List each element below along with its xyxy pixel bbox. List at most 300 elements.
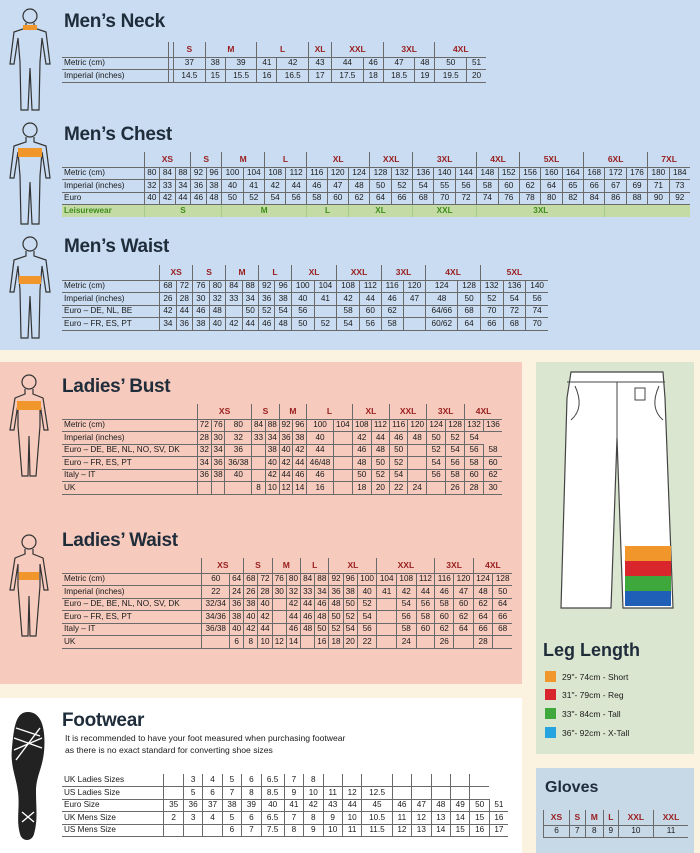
leg-short: 29"- 74cm - Short [545, 671, 628, 682]
table-row [62, 586, 512, 599]
table-cell: 60 [327, 192, 348, 205]
table-cell: 176 [626, 167, 647, 180]
table-cell: 4 [203, 812, 222, 825]
table-cell: 7.5 [261, 824, 284, 837]
glove-value: 6 [544, 825, 570, 838]
table-cell: 19 [415, 70, 435, 83]
size-header-blank [62, 265, 160, 280]
table-cell: 43 [323, 799, 342, 812]
table-row [62, 469, 502, 482]
glove-size: M [585, 810, 603, 825]
table-cell: 96 [275, 280, 291, 293]
table-cell [377, 611, 397, 624]
table-cell: 148 [477, 167, 498, 180]
glove-size: XXL [654, 810, 688, 825]
row-label: Euro – DE, BE, NL, NO, SV, DK [62, 444, 197, 457]
table-cell: 42 [226, 318, 242, 331]
table-cell: 46 [193, 305, 209, 318]
table-cell: 74 [477, 192, 498, 205]
table-cell: 52 [314, 318, 337, 331]
table-cell: 100 [357, 573, 377, 586]
leisurewear-size: M [222, 205, 307, 218]
table-cell: 56 [427, 469, 446, 482]
table-cell: 128 [493, 573, 512, 586]
row-label: UK Mens Size [62, 812, 164, 825]
size-header-3xl: 3XL [427, 404, 465, 419]
table-cell: 46 [286, 623, 300, 636]
table-cell: 68 [493, 623, 512, 636]
table-cell: 108 [396, 573, 416, 586]
table-cell: 6.5 [261, 812, 284, 825]
table-cell: 50 [370, 180, 391, 193]
table-cell: 58 [396, 623, 416, 636]
table-cell: 64/66 [426, 305, 458, 318]
table-cell: 80 [225, 419, 252, 432]
table-cell: 50 [352, 469, 371, 482]
table-cell: 38 [343, 586, 357, 599]
table-cell: 44 [416, 586, 435, 599]
table-cell: 12 [412, 812, 431, 825]
table-cell: 52 [446, 432, 465, 445]
table-cell: 11 [392, 812, 411, 825]
leisurewear-size: L [306, 205, 348, 218]
table-cell: 136 [503, 280, 526, 293]
table-cell: 62 [435, 623, 454, 636]
table-cell [272, 598, 286, 611]
table-cell: 136 [484, 419, 502, 432]
table-cell: 48 [329, 598, 343, 611]
table-row [62, 774, 508, 787]
table-cell: 8 [244, 636, 258, 649]
glove-size: XS [544, 810, 570, 825]
table-cell: 38 [265, 444, 279, 457]
table-cell: 62 [473, 598, 493, 611]
row-label: Imperial (inches) [62, 293, 160, 306]
table-cell: 6 [222, 824, 241, 837]
glove-value-row [544, 825, 689, 838]
row-label: US Mens Size [62, 824, 164, 837]
table-cell: 14 [431, 824, 450, 837]
table-cell: 69 [626, 180, 647, 193]
size-header-xxl: XXL [370, 152, 413, 167]
table-cell: 24 [396, 636, 416, 649]
table-cell: 132 [465, 419, 484, 432]
table-cell: 48 [275, 318, 291, 331]
row-label: Imperial (inches) [62, 432, 197, 445]
blue-swatch-icon [545, 727, 556, 738]
table-cell: 54 [465, 432, 484, 445]
table-cell: 80 [209, 280, 225, 293]
table-cell: 36 [258, 293, 274, 306]
female-figure-waist-icon [4, 530, 54, 640]
table-cell: 62 [348, 192, 369, 205]
size-header-l: L [301, 558, 329, 573]
table-cell: 41 [257, 57, 277, 70]
table-cell: 54 [396, 598, 416, 611]
table-cell: 48 [348, 180, 369, 193]
table-cell: 164 [562, 167, 583, 180]
size-header-3xl: 3XL [381, 265, 426, 280]
table-cell: 16.5 [277, 70, 309, 83]
table-cell: 40 [230, 623, 244, 636]
table-cell: 120 [327, 167, 348, 180]
table-cell: 8 [304, 812, 323, 825]
table-cell [403, 305, 426, 318]
table-cell: 58 [484, 444, 502, 457]
table-cell: 10.5 [362, 812, 392, 825]
table-cell: 20 [371, 482, 389, 495]
table-cell: 41 [243, 180, 264, 193]
table-cell: 68 [160, 280, 176, 293]
table-row [62, 432, 502, 445]
table-cell: 47 [403, 293, 426, 306]
table-cell: 42 [244, 623, 258, 636]
row-label: Euro – DE, NL, BE [62, 305, 160, 318]
table-cell [450, 787, 469, 800]
table-cell [470, 774, 489, 787]
table-cell: 52 [480, 293, 503, 306]
table-cell: 67 [605, 180, 626, 193]
table-cell: 56 [446, 457, 465, 470]
table-cell: 33 [301, 586, 315, 599]
table-cell: 13 [431, 812, 450, 825]
table-cell: 42 [293, 444, 307, 457]
table-cell: 39 [225, 57, 257, 70]
table-cell [392, 787, 411, 800]
table-cell [408, 469, 427, 482]
table-cell: 33 [160, 180, 176, 193]
table-row [62, 598, 512, 611]
table-cell: 12 [342, 787, 361, 800]
table-cell: 42 [265, 180, 286, 193]
table-cell [493, 636, 512, 649]
table-cell: 76 [193, 280, 209, 293]
table-cell: 88 [315, 573, 329, 586]
table-cell: 36 [191, 180, 207, 193]
table-cell: 51 [489, 799, 508, 812]
table-cell: 62 [454, 611, 474, 624]
ladies-bust-table [62, 404, 502, 495]
table-cell: 152 [498, 167, 519, 180]
size-header-s: S [193, 265, 226, 280]
table-cell: 46 [306, 180, 327, 193]
table-cell: 36 [329, 586, 343, 599]
table-cell: 40 [307, 432, 334, 445]
table-cell: 33 [226, 293, 242, 306]
trousers-icon [545, 368, 685, 618]
table-cell [333, 482, 352, 495]
table-cell: 44 [301, 598, 315, 611]
size-header-xxl: XXL [377, 558, 435, 573]
female-figure-bust-icon [4, 370, 54, 480]
table-cell: 5 [183, 787, 202, 800]
table-cell: 96 [206, 167, 222, 180]
row-label: Euro [62, 192, 144, 205]
table-cell: 10 [323, 824, 342, 837]
table-row [62, 787, 508, 800]
table-cell: 44 [293, 457, 307, 470]
table-cell: 124 [348, 167, 369, 180]
table-cell: 112 [359, 280, 381, 293]
table-cell: 6 [242, 774, 261, 787]
table-cell: 28 [473, 636, 493, 649]
table-cell: 58 [306, 192, 327, 205]
row-label: Imperial (inches) [62, 70, 169, 83]
table-cell: 38 [222, 799, 241, 812]
table-cell [377, 636, 397, 649]
table-row [62, 812, 508, 825]
ladies-bust-title: Ladies’ Bust [62, 376, 171, 397]
table-cell: 41 [377, 586, 397, 599]
size-header-blank [62, 558, 202, 573]
table-cell: 52 [390, 457, 408, 470]
table-cell: 22 [390, 482, 408, 495]
table-cell [412, 774, 431, 787]
size-header-6xl: 6XL [584, 152, 648, 167]
table-cell: 20 [343, 636, 357, 649]
table-cell: 58 [446, 469, 465, 482]
table-cell: 40 [222, 180, 243, 193]
table-cell: 22 [357, 636, 377, 649]
size-header-row [62, 558, 512, 573]
table-cell: 72 [176, 280, 192, 293]
size-header-xl: XL [291, 265, 336, 280]
table-cell [333, 457, 352, 470]
ladies-waist-table [62, 558, 512, 649]
table-cell: 52 [258, 305, 274, 318]
table-cell: 60 [454, 598, 474, 611]
size-header-xl: XL [306, 152, 369, 167]
table-cell: 6 [242, 812, 261, 825]
table-cell: 12 [279, 482, 293, 495]
table-cell: 15 [470, 812, 489, 825]
table-cell: 32/34 [202, 598, 230, 611]
table-cell: 60 [435, 611, 454, 624]
table-cell: 20 [467, 70, 486, 83]
table-cell: 100 [307, 419, 334, 432]
row-label: UK [62, 482, 197, 495]
table-cell: 36 [183, 799, 202, 812]
table-cell [377, 623, 397, 636]
table-cell: 54 [446, 444, 465, 457]
table-cell: 92 [258, 280, 274, 293]
table-cell: 7 [242, 824, 261, 837]
table-cell [412, 787, 431, 800]
table-cell: 44 [176, 305, 192, 318]
table-cell: 52 [391, 180, 412, 193]
table-cell: 7 [284, 774, 303, 787]
table-cell: 8 [284, 824, 303, 837]
table-cell: 62 [381, 305, 403, 318]
table-cell: 72 [455, 192, 476, 205]
table-cell: 36 [230, 598, 244, 611]
table-row [62, 623, 512, 636]
size-header-4xl: 4XL [435, 42, 486, 57]
table-cell: 56 [286, 192, 307, 205]
table-cell: 6 [203, 787, 222, 800]
table-cell: 11.5 [362, 824, 392, 837]
table-cell: 42 [337, 293, 360, 306]
size-header-xxl: XXL [390, 404, 427, 419]
table-cell: 120 [408, 419, 427, 432]
table-cell: 168 [584, 167, 605, 180]
table-cell: 60 [465, 469, 484, 482]
glove-value: 10 [618, 825, 653, 838]
table-cell: 17 [489, 824, 508, 837]
table-cell: 40 [225, 469, 252, 482]
size-header-4xl: 4XL [477, 152, 520, 167]
table-cell: 16 [489, 812, 508, 825]
size-header-5xl: 5XL [519, 152, 583, 167]
size-header-row [62, 265, 548, 280]
table-cell: 18 [363, 70, 383, 83]
table-cell: 52 [329, 623, 343, 636]
table-cell: 116 [435, 573, 454, 586]
table-cell: 10 [258, 636, 272, 649]
green-swatch-icon [545, 708, 556, 719]
table-cell [470, 787, 489, 800]
leisurewear-size: XXL [413, 205, 477, 218]
table-cell: 44 [359, 293, 381, 306]
table-cell: 7 [284, 812, 303, 825]
mens-neck-title: Men’s Neck [64, 11, 165, 32]
table-cell: 28 [258, 586, 272, 599]
table-cell: 44 [258, 623, 272, 636]
table-row [62, 305, 548, 318]
table-cell: 54 [265, 192, 286, 205]
table-cell: 116 [306, 167, 327, 180]
size-header-blank [62, 152, 144, 167]
mens-waist-table [62, 265, 548, 331]
table-cell [164, 824, 183, 837]
table-row [62, 192, 690, 205]
table-cell: 104 [314, 280, 337, 293]
table-cell: 16 [257, 70, 277, 83]
table-cell: 8 [252, 482, 266, 495]
size-header-row [62, 404, 502, 419]
table-cell: 120 [403, 280, 426, 293]
table-cell: 42 [265, 469, 279, 482]
table-cell: 32 [286, 586, 300, 599]
size-header-xs: XS [144, 152, 191, 167]
table-cell [450, 774, 469, 787]
size-header-l: L [257, 42, 309, 57]
table-cell: 40 [357, 586, 377, 599]
table-cell: 104 [377, 573, 397, 586]
table-cell: 36 [176, 318, 192, 331]
table-cell: 15 [450, 824, 469, 837]
table-cell: 88 [175, 167, 191, 180]
table-cell: 46 [307, 469, 334, 482]
table-cell: 78 [519, 192, 540, 205]
table-cell: 48 [426, 293, 458, 306]
table-cell: 56 [357, 623, 377, 636]
table-cell: 64 [473, 611, 493, 624]
table-cell: 48 [315, 611, 329, 624]
table-row [62, 799, 508, 812]
table-row [62, 824, 508, 837]
table-cell: 44 [286, 611, 300, 624]
table-cell: 50 [458, 293, 481, 306]
size-header-l: L [258, 265, 291, 280]
table-cell: 34 [160, 318, 176, 331]
table-cell: 48 [408, 432, 427, 445]
table-cell: 36 [225, 444, 252, 457]
size-header-3xl: 3XL [383, 42, 435, 57]
table-cell: 82 [562, 192, 583, 205]
table-cell: 32 [209, 293, 225, 306]
table-cell: 64 [541, 180, 562, 193]
table-cell: 88 [265, 419, 279, 432]
table-cell [342, 774, 361, 787]
size-header-xs: XS [160, 265, 193, 280]
table-cell [272, 611, 286, 624]
table-row [62, 70, 486, 83]
gloves-table [543, 810, 688, 838]
table-cell [202, 636, 230, 649]
table-cell: 38 [211, 469, 225, 482]
table-cell: 73 [669, 180, 690, 193]
table-cell: 64 [230, 573, 244, 586]
table-row [62, 318, 548, 331]
table-cell: 8 [242, 787, 261, 800]
table-cell: 64 [458, 318, 481, 331]
table-row [62, 444, 502, 457]
table-cell: 47 [327, 180, 348, 193]
table-cell: 44 [332, 57, 364, 70]
table-cell [301, 636, 315, 649]
table-cell: 12 [272, 636, 286, 649]
table-cell: 66 [473, 623, 493, 636]
footwear-note: It is recommended to have your foot measured when purchasing footwear as there is no exact standard for converting shoe sizes [65, 733, 346, 755]
table-row [62, 482, 502, 495]
table-cell: 38 [230, 611, 244, 624]
glove-value: 8 [585, 825, 603, 838]
table-cell [454, 636, 474, 649]
table-cell: 50 [470, 799, 489, 812]
table-cell: 41 [284, 799, 303, 812]
table-cell: 40 [209, 318, 225, 331]
table-cell: 66 [493, 611, 512, 624]
size-header-4xl: 4XL [465, 404, 502, 419]
table-cell: 108 [352, 419, 371, 432]
table-cell: 36 [211, 457, 225, 470]
table-cell [431, 774, 450, 787]
table-cell: 26 [160, 293, 176, 306]
row-label: Metric (cm) [62, 57, 169, 70]
glove-size-row [544, 810, 689, 825]
table-cell: 26 [435, 636, 454, 649]
size-header-row [62, 42, 486, 57]
table-cell: 64 [370, 192, 391, 205]
table-cell: 15.5 [225, 70, 257, 83]
table-cell: 156 [519, 167, 540, 180]
leg-reg: 31"- 79cm - Reg [545, 689, 624, 700]
table-cell: 9 [284, 787, 303, 800]
leisurewear-size: XL [348, 205, 412, 218]
table-cell: 46 [293, 469, 307, 482]
table-cell: 7 [222, 787, 241, 800]
size-header-m: M [279, 404, 307, 419]
table-cell: 60 [202, 573, 230, 586]
table-cell: 92 [279, 419, 293, 432]
table-cell: 184 [669, 167, 690, 180]
table-cell [403, 318, 426, 331]
table-cell: 50 [222, 192, 243, 205]
size-header-xl: XL [329, 558, 377, 573]
table-cell: 54 [357, 611, 377, 624]
table-cell: 68 [413, 192, 434, 205]
